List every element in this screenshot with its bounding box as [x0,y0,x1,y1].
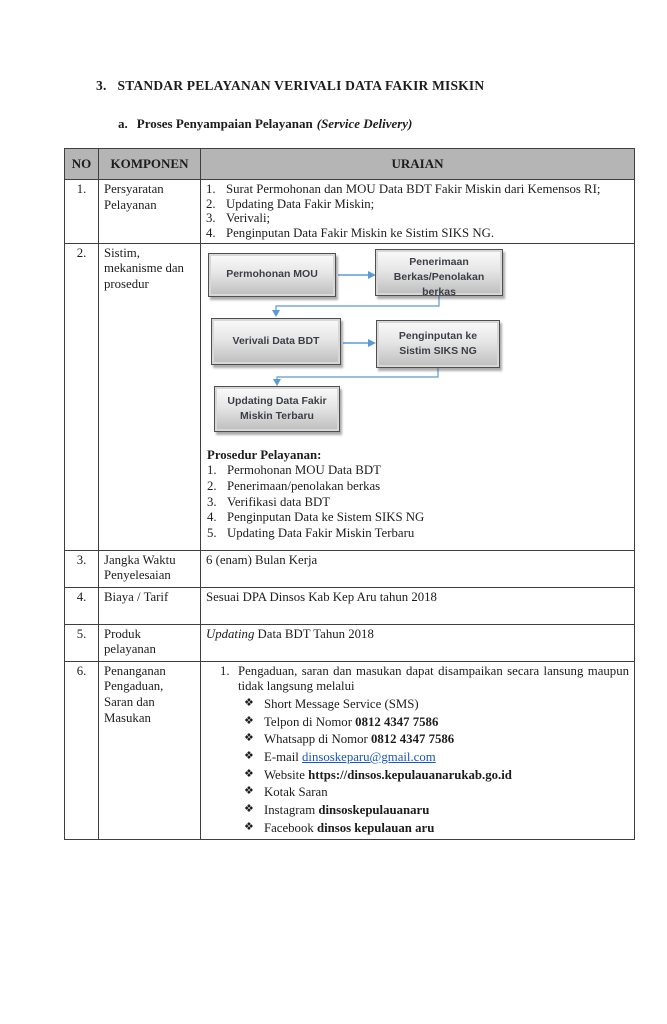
diamond-bullet-icon: ❖ [244,767,254,780]
item-number: 1. [220,663,230,678]
list-item [207,463,628,479]
item-text: Penginputan Data ke Sistem SIKS NG [227,510,425,525]
item-number: 1. [207,463,217,478]
flow-box-penginputan-siks-ng: Penginputan ke Sistim SIKS NG [376,320,500,368]
prosedur-section [201,444,634,542]
item-text: Surat Permohonan dan MOU Data BDT Fakir Miskin dari Kemensos RI; [226,182,601,196]
item-number: 1. [206,182,216,196]
header-no: NO [65,149,99,180]
arrow-down-icon [273,379,281,386]
phone-number: 0812 4347 7586 [355,714,439,729]
subtitle-letter: a. [118,116,128,131]
item-number: 2. [207,479,217,494]
facebook-name: dinsos kepulauan aru [316,820,435,835]
item-text: Verifikasi data BDT [227,494,331,509]
list-item-telpon [244,714,629,732]
diamond-bullet-icon: ❖ [244,750,254,762]
diamond-bullet-icon: ❖ [244,714,254,727]
header-komponen: KOMPONEN [99,149,201,180]
cell-uraian [201,624,635,661]
subtitle-text [137,116,413,132]
cell-uraian: 6 (enam) Bulan Kerja [201,550,635,587]
list-item-kotak-saran [244,784,629,802]
produk-rest: Data BDT Tahun 2018 [254,626,374,641]
cell-no: 2. [65,243,99,550]
item-text: Permohonan MOU Data BDT [227,463,381,478]
list-item-email [244,749,629,767]
service-standard-table [64,148,635,840]
list-item-website [244,767,629,785]
item-text: Updating Data Fakir Miskin Terbaru [227,525,415,540]
list-item [207,510,628,526]
diamond-bullet-icon: ❖ [244,802,254,815]
item-text: Penerimaan/penolakan berkas [227,479,381,494]
table-row-jangka-waktu [65,550,635,587]
cell-no: 4. [65,587,99,624]
arrow-right-icon [368,339,376,347]
list-item-instagram [244,802,629,820]
pengaduan-intro [220,664,629,695]
table-row-mekanisme [65,243,635,550]
table-row-persyaratan [65,180,635,244]
instagram-handle: dinsoskepulauanaru [318,802,430,817]
subtitle-italic: (Service Delivery) [316,116,413,131]
cell-komponen: Persyaratan Pelayanan [99,180,201,244]
title-number: 3. [96,78,107,93]
page-title [96,78,484,94]
list-item [206,182,629,197]
list-item-sms [244,696,629,714]
list-item [207,495,628,511]
flow-box-updating-data: Updating Data Fakir Miskin Terbaru [214,386,340,432]
diamond-bullet-icon: ❖ [244,732,254,745]
subtitle-main: Proses Penyampaian Pelayanan [136,116,313,131]
cell-uraian [201,661,635,839]
channel-text: Instagram [264,802,319,817]
cell-komponen: Produk pelayanan [99,624,201,661]
channel-text: Whatsapp di Nomor [264,732,371,747]
cell-komponen: Biaya / Tarif [99,587,201,624]
cell-uraian: Sesuai DPA Dinsos Kab Kep Aru tahun 2018 [201,587,635,624]
cell-no: 6. [65,661,99,839]
channel-text: Kotak Saran [264,785,328,800]
cell-komponen: Sistim, mekanisme dan prosedur [99,243,201,550]
item-text: Updating Data Fakir Miskin; [226,196,375,211]
cell-no: 1. [65,180,99,244]
channel-text: Telpon di Nomor [264,714,356,729]
whatsapp-number: 0812 4347 7586 [370,732,455,747]
header-uraian: URAIAN [201,149,635,180]
list-item [206,226,629,241]
list-item-whatsapp [244,731,629,749]
flow-box-permohonan-mou: Permohonan MOU [208,253,336,297]
item-text: Penginputan Data Fakir Miskin ke Sistim SIKS NG. [226,226,495,241]
prosedur-title: Prosedur Pelayanan: [207,447,322,462]
list-item [206,197,629,212]
item-number: 4. [207,510,217,525]
item-text: Pengaduan, saran dan masukan dapat disampaikan secara lansung maupun tidak langsung melalui [238,663,629,694]
flow-box-penerimaan-berkas: Penerimaan Berkas/Penolakan berkas [375,249,503,296]
table-header-row [65,149,635,180]
item-number: 3. [206,211,216,226]
item-number: 5. [207,525,217,540]
list-item [207,479,628,495]
produk-italic: Updating [206,626,255,641]
diamond-bullet-icon: ❖ [244,697,254,710]
cell-komponen: Penanganan Pengaduan, Saran dan Masukan [99,661,201,839]
website-url: https://dinsos.kepulauanarukab.go.id [308,767,512,782]
channel-text: Facebook [264,820,317,835]
channel-text: E-mail [264,750,303,764]
list-item-facebook [244,820,629,838]
item-number: 2. [206,196,216,211]
list-item [206,211,629,226]
item-number: 4. [206,226,216,241]
cell-no: 3. [65,550,99,587]
cell-uraian [201,243,635,550]
item-number: 3. [207,494,217,509]
channel-text: Website [264,767,309,782]
cell-komponen: Jangka Waktu Penyelesaian [99,550,201,587]
item-text: Verivali; [226,211,271,226]
cell-uraian [201,180,635,244]
cell-no: 5. [65,624,99,661]
channel-text: Short Message Service (SMS) [264,697,419,712]
diamond-bullet-icon: ❖ [244,820,254,833]
arrow-down-icon [272,310,280,317]
email-link[interactable]: dinsoskeparu@gmail.com [302,750,436,764]
table-row-produk [65,624,635,661]
table-row-pengaduan [65,661,635,839]
flowchart [201,244,634,444]
page-subtitle [118,116,412,132]
title-text: STANDAR PELAYANAN VERIVALI DATA FAKIR MISKIN [117,78,485,93]
contact-channel-list [206,696,629,837]
table-row-biaya-tarif [65,587,635,624]
flow-box-verivali-data-bdt: Verivali Data BDT [211,318,341,365]
diamond-bullet-icon: ❖ [244,785,254,798]
list-item [207,526,628,542]
